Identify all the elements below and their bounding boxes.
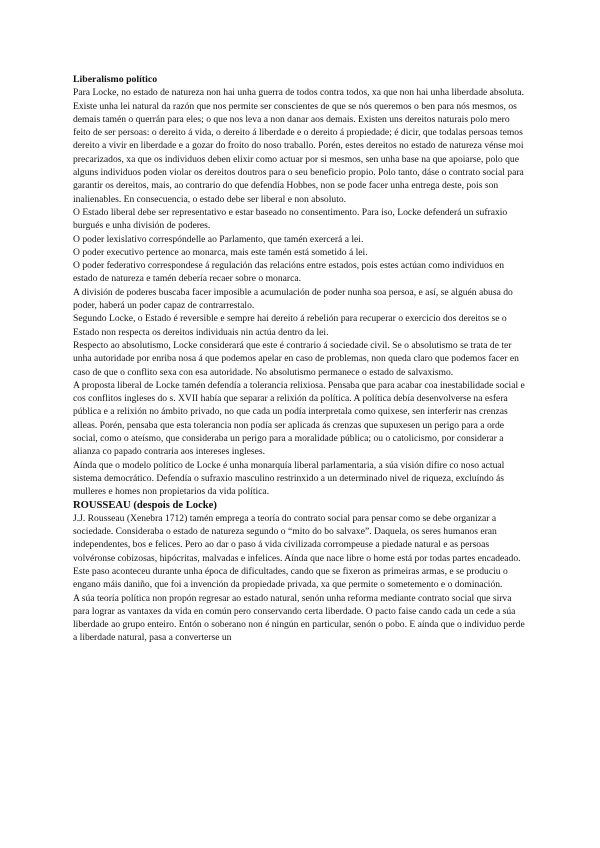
section-heading-liberalismo: Liberalismo político [73,74,158,85]
paragraph: O poder lexislativo correspóndelle ao Parlamento, que tamén exercerá a lei. [73,233,364,245]
paragraph: Segundo Locke, o Estado é reversible e sempre hai dereito á rebelión para recuperar o exercicio dos dereitos se o Estado non respecta os dereitos individuais nin actúa dentro da lei. [73,313,507,338]
section-heading-rousseau: ROUSSEAU (despois de Locke) [73,499,217,511]
paragraph: Respecto ao absolutismo, Locke considerará que este é contrario á sociedade civil. Se o absolutismo se trata de ter unha autoridade por enriba nosa á que podemos apelar en caso de problemas, non queda claro que podemos facer en caso de que o conflito sexa con esa autoridade. No absolutismo permanece o estado de salvaxismo. [73,339,519,378]
paragraph: Para Locke, no estado de natureza non hai unha guerra de todos contra todos, xa que non hai unha liberdade absoluta. Existe unha lei natural da razón que nos permite ser conscientes de que se nós queremos o ben para nós mesmos, os demais tamén o querrán para eles; o que nos leva a non danar aos demais. Existen uns dereitos naturais polo mero feito de ser persoas: o dereito á vida, o dereito á liberdade e o dereito á propiedade; é dicir, que todalas persoas temos dereito a vivir en liberdade e a gozar do froito do noso traballo. Porén, estes dereitos no estado de natureza vénse moi precarizados, xa que os individuos deben elixir como actuar por si mesmos, sen unha base na que apoiarse, polo que alguns individuos poden violar os dereitos doutros para o seu beneficio propio. Polo tanto, dáse o contrato social para garantir os dereitos, mais, ao contrario do que defendía Hobbes, non se pode facer unha entrega deste, pois son inalienables. En consecuencia, o estado debe ser liberal e non absoluto. [73,87,525,205]
paragraph: A proposta liberal de Locke tamén defendía a tolerancia relixiosa. Pensaba que para acabar coa inestabilidade social e cos conflitos ingleses do s. XVII había que separar a relixión da política. A política debía desenvolverse na esfera pública e a relixión no ámbito privado, no que cada un podía interpretala como quixese, sen interferir nas crenzas alleas. Porén, pensaba que esta tolerancia non podía ser aplicada ás crenzas que supuxesen un perigo para a orde social, como o ateísmo, que consideraba un perigo para a moralidade pública; ou o catolicismo, por considerar a alianza co papado contraria aos intereses ingleses. [73,379,525,458]
paragraph: A súa teoría política non propón regresar ao estado natural, senón unha reforma mediante contrato social que sirva para lograr as vantaxes da vida en común pero conservando certa liberdade. O pacto faise cando cada un cede a súa liberdade ao grupo enteiro. Entón o soberano non é ningún en particular, senón o pobo. E aínda que o individuo perde a liberdade natural, pasa a converterse un [73,592,525,644]
paragraph: O Estado liberal debe ser representativo e estar baseado no consentimento. Para iso, Locke defenderá un sufraxio burgués e unha división de poderes. [73,206,508,232]
paragraph: O poder federativo correspondese á regulación das relacións entre estados, pois estes actúan como individuos en estado de natureza e tamén debería recaer sobre o monarca. [73,260,505,285]
paragraph: A división de poderes buscaba facer imposible a acumulación de poder nunha soa persoa, e así, se alguén abusa do poder, haberá un poder capaz de contrarrestalo. [73,286,513,312]
paragraph: Aínda que o modelo político de Locke é unha monarquía liberal parlamentaria, a súa visión difire co noso actual sistema democrático. Defendía o sufraxio masculino restrinxido a un determinado nivel de riqueza, excluíndo ás mulleres e homes non propietarios da vida política. [73,459,505,498]
paragraph: J.J. Rousseau (Xenebra 1712) tamén emprega a teoría do contrato social para pensar como se debe organizar a sociedade. Consideraba o estado de natureza segundo o “mito do bo salvaxe”. Daquela, os seres humanos eran independentes, bos e felices. Pero ao dar o paso á vida civilizada corrompeuse a piedade natural e as persoas volvéronse cobizosas, hipócritas, malvadas e infelices. Aínda que nace libre o home está por todas partes encadeado. Este paso aconteceu durante unha época de dificultades, cando que se fixeron as primeiras armas, e se produciu o engano máis daniño, que foi a invención da propiedade privada, xa que permite o sometemento e o dominación. [73,512,521,591]
paragraph: O poder executivo pertence ao monarca, mais este tamén está sometido á lei. [73,246,368,258]
document-body [73,73,529,645]
